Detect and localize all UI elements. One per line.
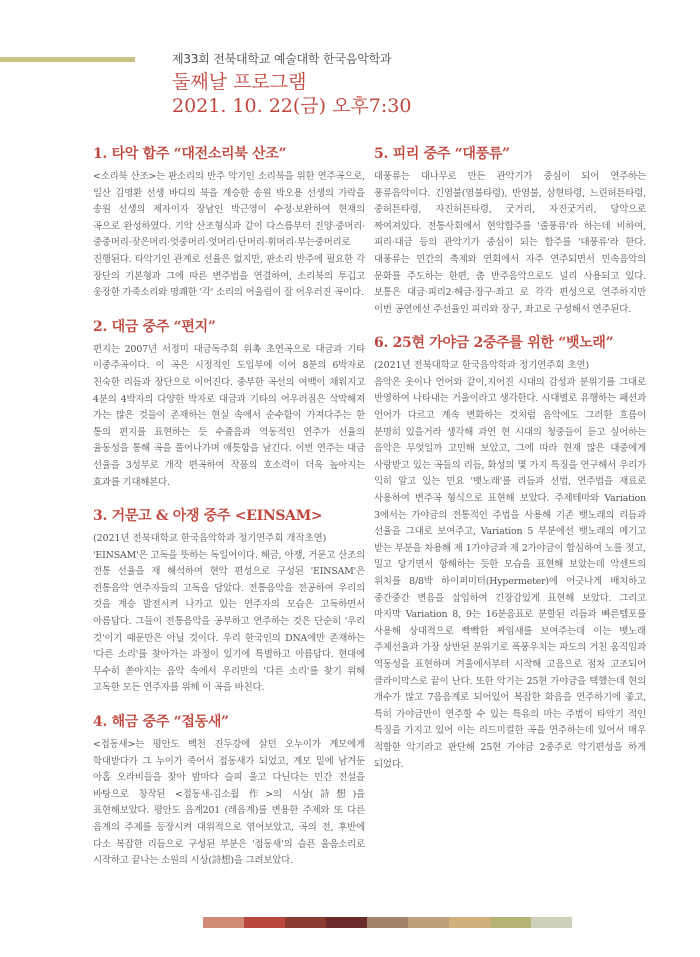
color-swatch bbox=[203, 917, 244, 928]
section-title: 1. 타악 합주 “대전소리북 산조” bbox=[93, 146, 287, 162]
color-swatch bbox=[326, 917, 367, 928]
left-column bbox=[93, 145, 365, 886]
header-accent-bar bbox=[0, 57, 135, 62]
color-swatch bbox=[449, 917, 490, 928]
section-note: (2021년 전북대학교 한국음악학과 정기연주회 개작초연) bbox=[93, 533, 327, 545]
color-swatch bbox=[531, 917, 572, 928]
page-date: 2021. 10. 22(금) 오후7:30 bbox=[172, 95, 412, 117]
footer-color-bar bbox=[203, 917, 572, 928]
section-body: 음악은 옷이나 언어와 같이,지어진 시대의 감성과 분위기를 그대로 반영하여 나타내는 거울이라고 생각한다. 시대별로 유행하는 패션과 언어가 다르고 계속 변화하는 것처럼 음악에도 그러한 흐름이 분명히 있을거라 생각해 과연 현 시대의 청중들이 듣고 싶어하는 음악은 무엇일까 고민해 보았고, 그에 따라 현재 많은 대중에게 사랑받고 있는 곡들의 리듬, 화성의 몇 가지 특징을 연구해서 우리가 익히 알고 있는 민요 '뱃노래'를 리듬과 선법, 연주법을 재료로 사용하여 변주곡 형식으로 표현해 보았다. 주제테마와 Variation 3에서는 가야금의 전통적인 주법을 사용해 기존 뱃노래의 리듬과 선율을 그대로 보여주고, Variation 5 부분에선 뱃노래의 메기고 받는 부분을 차용해 제 1가야금과 제 2가야금이 합심하여 노를 젓고, 밀고 당기면서 항해하는 듯한 모습을 표현해 보았는데 악센트의 위치를 8/8박 하이퍼미터(Hypermeter)에 어긋나게 배치하고 중간중간 변음을 삽입하여 긴장감있게 표현해 보았다. 그리고 마지막 Variation 8, 9는 16분음표로 분할된 리듬과 빠른템포를 사용해 상대적으로 빡빡한 짜임새를 보여주는데 이는 뱃노래 주제선율과 가장 상반된 분위기로 폭풍우치는 파도의 거친 움직임과 역동성을 표현하며 겨울에서부터 시작해 고음으로 점차 고조되어 클라이막스로 끝이 난다. 또한 악기는 25현 가야금을 택했는데 현의 개수가 많고 7음음계로 되어있어 복잡한 화음을 연주하기에 좋고, 특히 가야금만이 연주할 수 있는 특유의 마는 주법이 타악기 적인 특징을 가지고 있어 이는 리드미컬한 곡을 연주하는데 있어서 매우 적합한 악기라고 판단해 25현 가야금 2중주로 악기편성을 하게 되었다. bbox=[374, 376, 646, 770]
right-column bbox=[374, 145, 646, 789]
section-body: 'EINSAM'은 고독을 뜻하는 독일어이다. 해금, 아쟁, 거문고 산조의 전통 선율을 재 해석하여 현악 편성으로 구성된 'EINSAM'은 전통음악 연주자들의 고독을 담았다. 전통음악을 전공하여 우리의 것을 계승 발전시켜 나가고 있는 연주자의 모습은 고독하면서 아름답다. 그들이 전통음악을 공부하고 연주하는 것은 단순히 '우리 것'이기 때문만은 아닐 것이다. 우리 한국인의 DNA에만 존재하는 '다른 소리'를 찾아가는 과정이 있기에 특별하고 아름답다. 현대에 무수히 쏟아지는 음악 속에서 우리만의 '다른 소리'를 찾기 위해 고독한 모든 연주자를 위해 이 곡을 바친다. bbox=[93, 549, 365, 694]
section-body: 편지는 2007년 서정미 대금독주회 위촉 초연곡으로 대금과 기타 이중주곡이다. 이 곡은 시정적인 도입부에 이어 8분의 6박자로 친숙한 리듬과 장단으로 이어진다. 중부한 곡선의 여백이 채워지고 4분의 4박자의 다양한 박자로 대금과 기타의 어우러짐은 삭막해져 가는 많은 것들이 존재하는 현실 속에서 순수함이 가져다주는 한 통의 편지를 표현하는 듯 수줍음과 역동적인 연주가 선율의 율동성을 통해 곡을 풀어나가며 애틋함을 남긴다. 이번 연주는 대금 선율을 3성부로 개작 편곡하여 작품의 호소력이 더욱 높아지는 효과를 기대해본다. bbox=[93, 343, 365, 488]
section-note: (2021년 전북대학교 한국음악학과 정기연주회 초연) bbox=[374, 360, 590, 372]
color-swatch bbox=[244, 917, 285, 928]
program-section bbox=[93, 318, 365, 491]
program-section bbox=[93, 145, 365, 302]
color-swatch bbox=[367, 917, 408, 928]
header-label: 제33회 전북대학교 예술대학 한국음악학과 bbox=[172, 52, 392, 66]
program-section bbox=[374, 145, 646, 318]
page-title: 둘째날 프로그램 bbox=[172, 71, 307, 93]
section-title: 5. 피리 중주 “대풍류” bbox=[374, 146, 510, 162]
color-swatch bbox=[285, 917, 326, 928]
section-title: 2. 대금 중주 “편지” bbox=[93, 318, 216, 335]
section-body: <소리북 산조>는 판소리의 반주 악기인 소리북을 위한 연주곡으로, 일산 김명환 선생 바디의 북을 계승한 송원 박오용 선생의 가락을 송원 선생의 제자이자 장남인 박근영이 수정·보완하여 현재의 곡으로 완성하였다. 기악 산조형식과 같이 다스름부터 진양·중머리·중중머리·잦은머리·엇중머리·엇머리·단머리·휘머리·부는중머리로 진행된다. 타악기인 관계로 선율은 없지만, 판소리 반주에 필요한 각 장단의 기본형과 그에 따른 변주법을 연결하여, 소리북의 투깁고 웅장한 가죽소리와 명쾌한 '각' 소리의 어울림이 잘 어우러진 곡이다. bbox=[93, 171, 365, 299]
section-title: 3. 거문고 & 아쟁 중주 <EINSAM> bbox=[93, 508, 323, 525]
program-section bbox=[93, 713, 365, 870]
section-body: 대풍류는 대나무로 만든 관악기가 중심이 되어 연주하는 풍류음악이다. 긴염불(염불타령), 반염불, 삼현타령, 느린허튼타령, 중허튼타령, 자진허튼타령, 굿거리, 자진굿거리, 당악으로 짜여져있다. 전통사회에서 현악합주를 '줄풍류'라 하는데 비하여, 피리·대금 등의 관악기가 중심이 되는 합주를 '대풍류'라 한다. 대풍류는 민간의 축제와 연회에서 자주 연주되면서 민속음악의 문화를 주도하는 한편, 춤 반주음악으로도 널리 사용되고 있다. 보통은 대금·피리2·해금·장구·좌고 로 각각 편성으로 연주하지만 이번 공연에선 주선율인 피리와 장구, 좌고로 구성해서 연주된다. bbox=[374, 171, 646, 315]
section-body: <접동새>는 평안도 백천 진두강에 살던 오누이가 계모에게 학대받다가 그 누이가 죽어서 접동새가 되었고, 계모 밑에 남겨둔 아홉 오라비들을 찾아 밤마다 슬피 울고 다닌다는 민간 전설을 바탕으로 창작된 <접동새-김소월 作>의 시상(詩想)을 표현해보았다. 평안도 음계201 (레음계)를 변용한 주제와 또 다른 음계의 주제를 등장시켜 대위적으로 엮어보았고, 곡의 전, 후반에 다소 복잡한 리듬으로 구성된 부분은 '접동새'의 슬픈 울음소리로 시작하고 끝나는 소원의 시상(詩想)을 그려보았다. bbox=[93, 738, 365, 867]
program-section bbox=[374, 334, 646, 773]
section-title: 4. 해금 중주 “접동새” bbox=[93, 713, 229, 730]
program-section bbox=[93, 507, 365, 697]
color-swatch bbox=[490, 917, 531, 928]
color-swatch bbox=[408, 917, 449, 928]
section-title: 6. 25현 가야금 2중주를 위한 “뱃노래” bbox=[374, 335, 614, 352]
